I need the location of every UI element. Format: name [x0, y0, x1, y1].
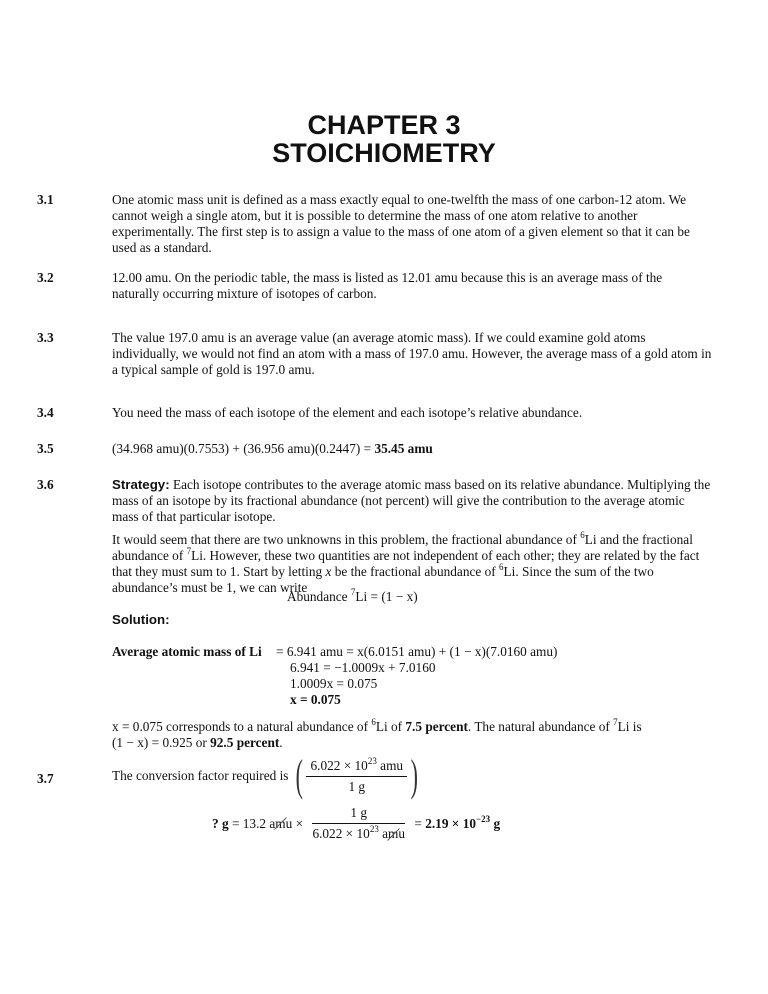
problem-answer: You need the mass of each isotope of the element and each isotope’s relative abundance. [112, 405, 583, 420]
calculation-line [212, 805, 500, 842]
problem-number: 3.6 [37, 477, 54, 492]
problem-answer: One atomic mass unit is defined as a mass exactly equal to one-twelfth the mass of one carbon-12 atom. We cannot weigh a single atom, but it is possible to determine the mass of one atom relative to another experimentally. The first step is to assign a value to the mass of one atom of a given element so that it can be used as a standard. [112, 192, 690, 255]
numerator [306, 755, 407, 777]
result [414, 813, 501, 832]
chapter-title: STOICHIOMETRY [272, 138, 496, 168]
isotope-superscript: 7 [186, 546, 192, 556]
explanation-paragraph [112, 532, 712, 596]
text: 6.022 × 10 [310, 757, 368, 773]
equation-line: = 6.941 amu = x(6.0151 amu) + (1 − x)(7.0160 amu) [276, 644, 558, 659]
text: Li of [375, 719, 406, 734]
exponent: −23 [476, 813, 491, 824]
isotope-superscript: 7 [613, 717, 618, 727]
problem-number: 3.7 [37, 771, 54, 786]
chapter-number: CHAPTER 3 [307, 110, 461, 140]
final-answer: 35.45 amu [374, 441, 433, 456]
equation-label: Average atomic mass of Li [112, 644, 262, 659]
cancelled-unit: amu [382, 826, 406, 841]
numerator: 1 g [312, 805, 405, 824]
strategy-label: Strategy: [112, 477, 170, 492]
conversion-fraction [306, 755, 407, 795]
text [212, 816, 303, 832]
problem-number: 3.5 [37, 441, 54, 456]
text: Li and the fractional abundance of [112, 532, 693, 563]
unit: g [490, 815, 501, 831]
answer-highlight: 7.5 percent [405, 719, 468, 734]
text: = [414, 815, 426, 831]
answer-highlight: 92.5 percent [210, 735, 280, 750]
denominator: 1 g [348, 778, 366, 794]
conversion-factor-line [112, 751, 422, 800]
text: (1 − x) = 0.925 or [112, 735, 211, 750]
equation-line: 6.941 = −1.0009x + 7.0160 [290, 660, 436, 675]
conclusion-paragraph [112, 719, 712, 751]
left-paren: ( [295, 751, 303, 800]
abundance-equation [287, 589, 418, 605]
solution-label: Solution: [112, 612, 170, 627]
text: 6.022 × 10 [312, 826, 370, 841]
isotope-superscript: 7 [350, 587, 356, 597]
calculation: (34.968 amu)(0.7553) + (36.956 amu)(0.2447) = [112, 441, 372, 456]
text: = 13.2 [228, 815, 270, 831]
problem-number: 3.2 [37, 270, 54, 285]
text: The conversion factor required is [112, 768, 289, 783]
equation-result: x = 0.075 [290, 692, 341, 707]
right-paren: ) [410, 751, 419, 800]
text: Li is [617, 719, 642, 734]
text: be the fractional abundance of [331, 564, 499, 579]
text: Li. However, these two quantities are not independent of each other; they are related by the fact that they must sum to 1. Start by letting [112, 548, 700, 579]
text: x = 0.075 corresponds to a natural abundance of [112, 719, 372, 734]
isotope-superscript: 6 [580, 530, 585, 540]
text: amu [376, 757, 404, 773]
problem-number: 3.3 [37, 330, 54, 345]
text: It would seem that there are two unknowns in this problem, the fractional abundance of [112, 532, 581, 547]
denominator [312, 824, 405, 842]
equation-line: 1.0009x = 0.075 [290, 676, 378, 691]
unknown: ? g [212, 815, 229, 831]
text: Li = (1 − x) [355, 589, 418, 604]
conversion-fraction [312, 805, 405, 842]
strategy-text: Each isotope contributes to the average atomic mass based on its relative abundance. Multiplying the mass of an isotope by its fractional abundance (not percent) will give the contribution to the average atomic mass of that particular isotope. [112, 477, 711, 524]
text: Abundance [287, 589, 351, 604]
problem-number: 3.4 [37, 405, 54, 420]
final-answer: 2.19 × 10 [425, 815, 476, 831]
problem-number: 3.1 [37, 192, 54, 207]
exponent: 23 [369, 824, 379, 834]
strategy-paragraph [112, 477, 712, 525]
exponent: 23 [367, 755, 377, 766]
text: × [292, 815, 304, 831]
variable: x [325, 564, 332, 579]
problem-answer: The value 197.0 amu is an average value (an average atomic mass). If we could examine gold atoms individually, we would not find an atom with a mass of 197.0 amu. However, the average mass of a gold atom in a typical sample of gold is 197.0 amu. [112, 330, 712, 377]
text: . [279, 735, 283, 750]
isotope-superscript: 6 [371, 717, 376, 727]
isotope-superscript: 6 [499, 562, 504, 572]
problem-answer [112, 441, 712, 457]
text: . The natural abundance of [467, 719, 614, 734]
cancelled-unit: amu [269, 815, 293, 831]
text: Li. Since the sum of the two abundance’s must be 1, we can write [112, 564, 654, 595]
problem-answer: 12.00 amu. On the periodic table, the mass is listed as 12.01 amu because this is an average mass of the naturally occurring mixture of isotopes of carbon. [112, 270, 663, 301]
